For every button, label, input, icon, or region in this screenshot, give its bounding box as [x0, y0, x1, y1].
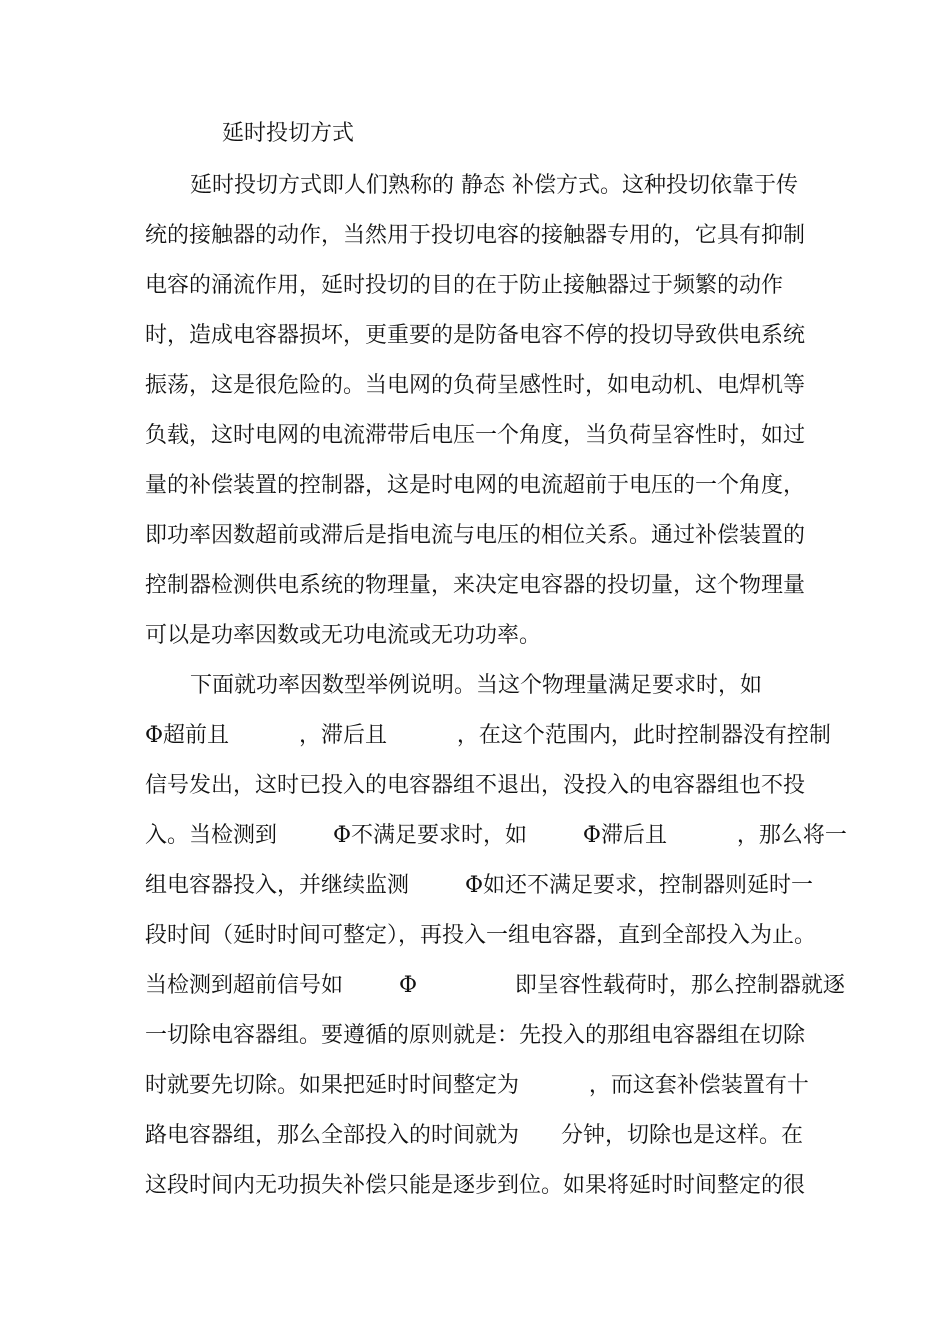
page-title: 延时投切方式 [222, 121, 355, 146]
paragraph-line: 这段时间内无功损失补偿只能是逐步到位。如果将延时时间整定的很 [145, 1173, 806, 1198]
paragraph-line: 组电容器投入，并继续监测 Φ如还不满足要求，控制器则延时一 [145, 873, 813, 898]
paragraph-line: 即功率因数超前或滞后是指电流与电压的相位关系。通过补偿装置的 [145, 523, 806, 548]
paragraph-line: 延时投切方式即人们熟称的 静态 补偿方式。这种投切依靠于传 [190, 173, 798, 198]
paragraph-line: 入。当检测到 Φ不满足要求时，如 Φ滞后且 ，那么将一 [145, 823, 847, 848]
paragraph-line: 信号发出，这时已投入的电容器组不退出，没投入的电容器组也不投 [145, 773, 806, 798]
paragraph-line: 路电容器组，那么全部投入的时间就为 分钟，切除也是这样。在 [145, 1123, 803, 1148]
paragraph-line: 电容的涌流作用，延时投切的目的在于防止接触器过于频繁的动作 [145, 273, 784, 298]
paragraph-line: 振荡，这是很危险的。当电网的负荷呈感性时，如电动机、电焊机等 [145, 373, 806, 398]
paragraph-line: 下面就功率因数型举例说明。当这个物理量满足要求时，如 [190, 673, 763, 698]
paragraph-line: Φ超前且 ，滞后且 ，在这个范围内，此时控制器没有控制 [145, 723, 831, 748]
paragraph-line: 时，造成电容器损坏，更重要的是防备电容不停的投切导致供电系统 [145, 323, 806, 348]
paragraph-line: 当检测到超前信号如 Φ 即呈容性载荷时，那么控制器就逐 [145, 973, 845, 998]
paragraph-line: 段时间（延时时间可整定），再投入一组电容器，直到全部投入为止。 [145, 923, 817, 948]
paragraph-line: 可以是功率因数或无功电流或无功功率。 [145, 623, 542, 648]
paragraph-line: 负载，这时电网的电流滞带后电压一个角度，当负荷呈容性时，如过 [145, 423, 806, 448]
paragraph-line: 时就要先切除。如果把延时时间整定为 ，而这套补偿装置有十 [145, 1073, 809, 1098]
paragraph-line: 控制器检测供电系统的物理量，来决定电容器的投切量，这个物理量 [145, 573, 806, 598]
paragraph-line: 统的接触器的动作，当然用于投切电容的接触器专用的，它具有抑制 [145, 223, 806, 248]
paragraph-line: 一切除电容器组。要遵循的原则就是：先投入的那组电容器组在切除 [145, 1023, 806, 1048]
paragraph-line: 量的补偿装置的控制器，这是时电网的电流超前于电压的一个角度， [145, 473, 806, 498]
